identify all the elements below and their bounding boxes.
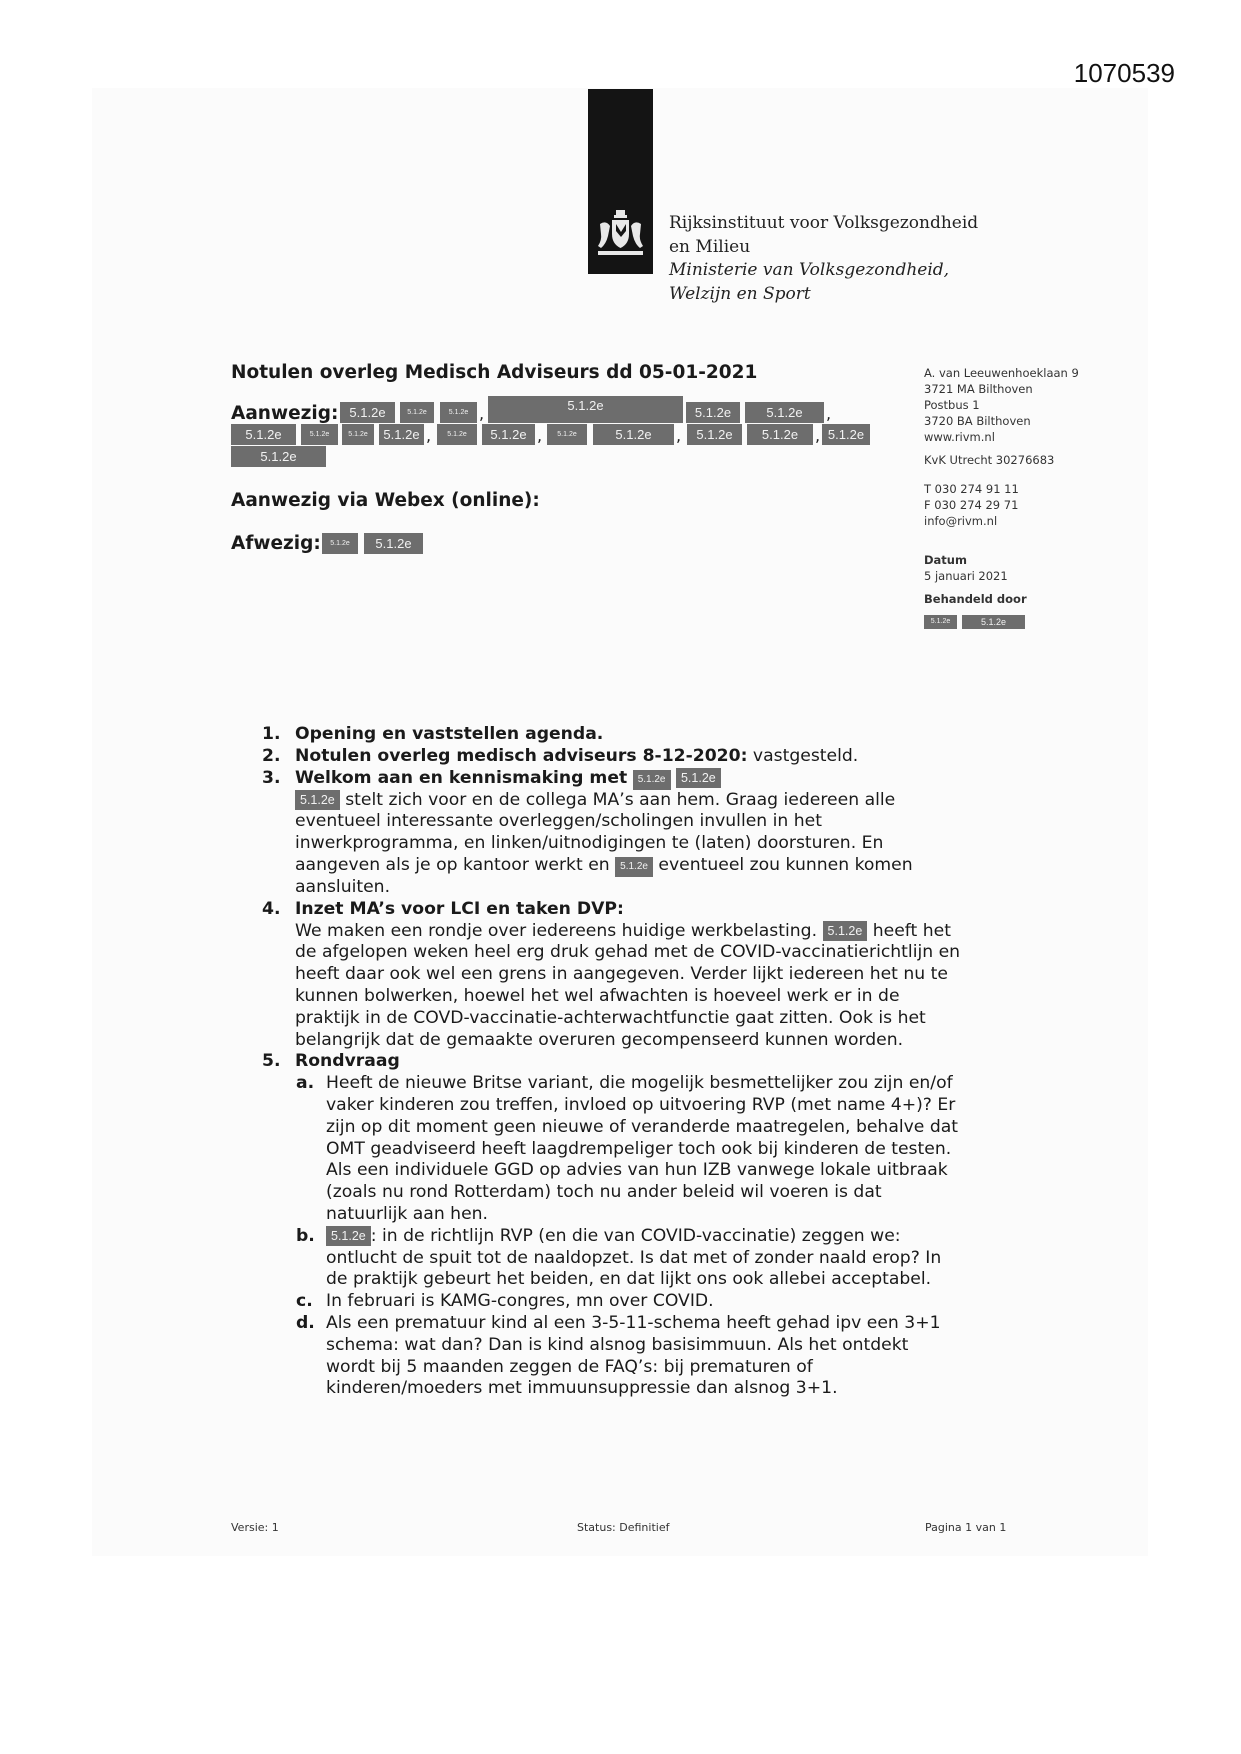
redaction-box: 5.1.2e [615, 857, 653, 877]
question-letter: b. [296, 1225, 315, 1246]
redaction-box: 5.1.2e [687, 424, 742, 445]
question-d [262, 1313, 962, 1400]
rijksoverheid-logo [588, 89, 653, 274]
absent-label: Afwezig: [231, 533, 321, 554]
document-number: 1070539 [1073, 58, 1175, 88]
item-title: Inzet MA’s voor LCI en taken DVP: [295, 898, 624, 919]
item-title: Welkom aan en kennismaking met [295, 767, 628, 788]
date-value: 5 januari 2021 [924, 569, 1008, 583]
phone-line: T 030 274 91 11 [924, 482, 1019, 496]
redaction-box: 5.1.2e [747, 424, 813, 445]
item-text: stelt zich voor en de collega MA’s aan hem. Graag iedereen alle eventueel interessante overleggen/scholingen invullen in het inwerkprogramma, en linken/uitnodigingen te (laten) doorsturen. En aangeven als je op kantoor werkt en [295, 789, 896, 875]
item-title: Notulen overleg medisch adviseurs 8-12-2020: [295, 745, 748, 766]
redaction-box: 5.1.2e [440, 402, 477, 423]
redaction-box: 5.1.2e [686, 402, 740, 423]
separator-comma: , [676, 426, 682, 445]
question-c [262, 1291, 962, 1313]
redaction-box: 5.1.2e [745, 402, 824, 423]
agenda-item-1 [262, 724, 962, 746]
redaction-box: 5.1.2e [364, 533, 423, 554]
address-line: 3721 MA Bilthoven [924, 382, 1033, 396]
agenda-item-4 [262, 899, 962, 1052]
postbus-line: Postbus 1 [924, 398, 980, 412]
question-letter: c. [296, 1291, 313, 1312]
org-line-4: Welzijn en Sport [669, 283, 811, 304]
present-label: Aanwezig: [231, 403, 339, 424]
item-text: heeft het de afgelopen weken heel erg druk gehad met de COVID-vaccinatierichtlijn en heeft daar ook wel een grens in aangegeven. Verder lijkt iedereen het nu te kunnen bolwerken, hoewel het wel afwachten is hoeveel werk er in de praktijk in de COVD-vaccinatie-achterwachtfunctie gaat zitten. Ook is het belangrijk dat de gemaakte overuren gecompenseerd kunnen worden. [295, 920, 961, 1050]
webex-label: Aanwezig via Webex (online): [231, 490, 540, 511]
postal-line: 3720 BA Bilthoven [924, 414, 1031, 428]
separator-comma: , [426, 426, 432, 445]
agenda-item-2 [262, 746, 962, 768]
redaction-box: 5.1.2e [400, 402, 434, 423]
redaction-box: 5.1.2e [962, 615, 1025, 629]
question-text: : in de richtlijn RVP (en die van COVID-vaccinatie) zeggen we: ontlucht de spuit tot de naaldopzet. Is dat met of zonder naald erop? In de praktijk gebeurt het beiden, en dat lijkt ons ook allebei acceptabel. [326, 1225, 942, 1290]
address-line: A. van Leeuwenhoeklaan 9 [924, 366, 1079, 380]
question-letter: a. [296, 1073, 315, 1094]
date-label: Datum [924, 553, 967, 567]
footer-page: Pagina 1 van 1 [925, 1521, 1007, 1534]
kvk-line: KvK Utrecht 30276683 [924, 453, 1055, 467]
item-title: Opening en vaststellen agenda. [295, 724, 604, 744]
redaction-box: 5.1.2e [231, 446, 326, 467]
redaction-box: 5.1.2e [379, 424, 424, 445]
question-letter: d. [296, 1312, 315, 1333]
redaction-box: 5.1.2e [340, 402, 395, 423]
redaction-box: 5.1.2e [326, 1226, 371, 1246]
item-number: 3. [262, 767, 281, 788]
redaction-box: 5.1.2e [301, 424, 338, 445]
org-line-2: en Milieu [669, 236, 751, 257]
org-line-1: Rijksinstituut voor Volksgezondheid [669, 213, 979, 233]
item-number: 1. [262, 724, 281, 744]
question-b [262, 1226, 962, 1291]
fax-line: F 030 274 29 71 [924, 498, 1019, 512]
question-a [262, 1073, 962, 1226]
question-text: Heeft de nieuwe Britse variant, die mogelijk besmettelijker zou zijn en/of vaker kinderen zou treffen, invloed op uitvoering RVP (met name 4+)? Er zijn op dit moment geen nieuwe of veranderde maatregelen, behalve dat OMT geadviseerd heeft laagdrempeliger toch ook bij kinderen de testen. Als een individuele GGD op advies van hun IZB vanwege lokale uitbraak (zoals nu rond Rotterdam) toch nu ander beleid wil voeren is dat natuurlijk aan hen. [326, 1073, 959, 1224]
agenda-item-3 [262, 768, 962, 899]
redaction-box: 5.1.2e [924, 615, 957, 629]
org-line-3: Ministerie van Volksgezondheid, [669, 260, 950, 280]
organization-name [669, 212, 978, 306]
question-text: In februari is KAMG-congres, mn over COVID. [326, 1291, 714, 1312]
item-number: 4. [262, 898, 281, 919]
item-title: Rondvraag [295, 1051, 400, 1072]
redaction-box: 5.1.2e [295, 790, 340, 810]
redaction-box: 5.1.2e [482, 424, 535, 445]
redaction-box: 5.1.2e [823, 921, 868, 941]
item-text: We maken een rondje over iedereens huidige werkbelasting. [295, 920, 823, 941]
item-number: 2. [262, 745, 281, 766]
footer-version: Versie: 1 [231, 1521, 279, 1534]
redaction-box: 5.1.2e [547, 424, 587, 445]
redaction-box: 5.1.2e [488, 396, 683, 423]
separator-comma: , [479, 404, 485, 423]
redaction-box: 5.1.2e [633, 770, 671, 790]
redaction-box: 5.1.2e [593, 424, 674, 445]
email-line: info@rivm.nl [924, 514, 998, 528]
redaction-box: 5.1.2e [822, 424, 870, 445]
agenda-item-5 [262, 1051, 962, 1073]
redaction-box: 5.1.2e [231, 424, 296, 445]
website-line: www.rivm.nl [924, 430, 995, 444]
separator-comma: , [537, 426, 543, 445]
redaction-box: 5.1.2e [322, 533, 358, 554]
redaction-box: 5.1.2e [342, 424, 374, 445]
question-text: Als een prematuur kind al een 3-5-11-schema heeft gehad ipv een 3+1 schema: wat dan? Dan is kind alsnog basisimmuun. Als het ontdekt wordt bij 5 maanden zeggen de FAQ’s: bij prematuren of kinderen/moeders met immuunsuppressie dan alsnog 3+1. [326, 1312, 941, 1399]
item-number: 5. [262, 1051, 281, 1072]
sidebar-contact [924, 365, 1079, 607]
coat-of-arms-icon [592, 208, 649, 260]
redaction-box: 5.1.2e [437, 424, 477, 445]
item-text: vastgesteld. [747, 745, 859, 766]
footer-status: Status: Definitief [577, 1521, 670, 1534]
separator-comma: , [826, 404, 832, 423]
separator-comma: , [815, 426, 821, 445]
minutes-body [262, 724, 962, 1400]
redaction-box: 5.1.2e [676, 768, 721, 788]
document-title: Notulen overleg Medisch Adviseurs dd 05-01-2021 [231, 362, 758, 383]
handled-by-label: Behandeld door [924, 592, 1027, 606]
item-text: eventueel zou kunnen komen aansluiten. [295, 854, 913, 897]
